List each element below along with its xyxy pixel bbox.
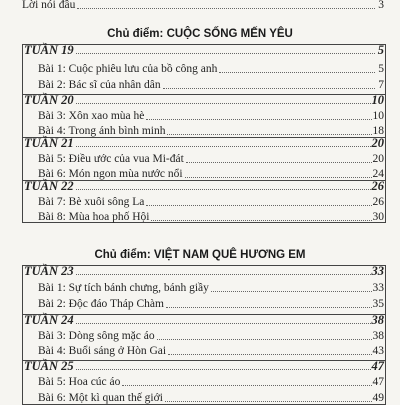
week-row — [22, 262, 384, 278]
week-row — [22, 41, 384, 57]
lesson-page: 26 — [372, 196, 384, 208]
week-page: 38 — [371, 313, 384, 327]
lesson-label: Bài 4: Buổi sáng ở Hòn Gai — [38, 345, 167, 357]
lesson-label: Bài 4: Trong ánh bình minh — [38, 125, 166, 137]
lesson-label: Bài 8: Mùa hoa phố Hội — [38, 211, 150, 223]
topic-prefix: Chủ điểm: — [94, 249, 151, 261]
topic-prefix: Chủ điểm: — [107, 28, 164, 40]
dot-leader — [163, 88, 375, 89]
week-label: TUẦN 19 — [24, 43, 74, 57]
week-label: TUẦN 25 — [24, 359, 74, 373]
week-page: 47 — [371, 359, 384, 373]
dot-leader — [76, 323, 371, 324]
lesson-page: 30 — [372, 211, 384, 223]
week-page: 10 — [371, 93, 384, 107]
week-label: TUẦN 23 — [24, 264, 74, 278]
topic-title: VIỆT NAM QUÊ HƯƠNG EM — [153, 249, 306, 261]
dot-leader — [157, 339, 372, 340]
lesson-page: 33 — [372, 282, 384, 294]
dot-leader — [166, 307, 372, 308]
lesson-label: Bài 3: Xôn xao mùa hè — [38, 110, 145, 122]
lesson-row — [22, 76, 384, 92]
dot-leader — [146, 205, 371, 206]
lesson-row — [22, 327, 384, 343]
week-page: 20 — [371, 136, 384, 150]
topic-title: CUỘC SỐNG MẾN YÊU — [166, 28, 293, 40]
week-label: TUẦN 20 — [24, 93, 74, 107]
lesson-label: Bài 3: Dòng sông mặc áo — [38, 330, 155, 342]
lesson-label: Bài 2: Bác sĩ của nhân dân — [38, 79, 161, 91]
week-row — [22, 177, 384, 193]
dot-leader — [76, 146, 371, 147]
lesson-label: Bài 1: Cuộc phiêu lưu của bồ công anh — [38, 63, 218, 75]
dot-leader — [76, 189, 371, 190]
dot-leader — [186, 162, 372, 163]
lesson-row — [22, 279, 384, 295]
week-row — [22, 311, 384, 327]
week-row — [22, 91, 384, 107]
lesson-label: Bài 2: Độc đáo Tháp Chàm — [38, 298, 164, 310]
lesson-row — [22, 342, 384, 358]
preface-row — [22, 0, 384, 12]
week-label: TUẦN 21 — [24, 136, 74, 150]
topic-heading-1 — [0, 28, 400, 40]
lesson-page: 38 — [372, 330, 384, 342]
lesson-page: 24 — [372, 168, 384, 180]
lesson-page: 20 — [372, 153, 384, 165]
lesson-page: 10 — [372, 110, 384, 122]
dot-leader — [76, 53, 375, 54]
lesson-page: 7 — [378, 79, 384, 91]
lesson-row — [22, 208, 384, 224]
lesson-row — [22, 107, 384, 123]
topic-heading-2 — [0, 249, 400, 261]
dot-leader — [76, 274, 371, 275]
lesson-label: Bài 6: Món ngon mùa nước nổi — [38, 168, 183, 180]
lesson-row — [22, 60, 384, 76]
dot-leader — [146, 119, 371, 120]
week-row — [22, 357, 384, 373]
lesson-page: 49 — [372, 392, 384, 404]
dot-leader — [122, 385, 371, 386]
lesson-label: Bài 7: Bè xuôi sông La — [38, 196, 145, 208]
dot-leader — [76, 103, 371, 104]
lesson-label: Bài 6: Một kì quan thế giới — [38, 392, 163, 404]
lesson-page: 18 — [372, 125, 384, 137]
preface-page: 3 — [378, 0, 384, 11]
preface-label: Lời nói đầu — [22, 0, 76, 11]
lesson-page: 35 — [372, 298, 384, 310]
lesson-label: Bài 1: Sự tích bánh chưng, bánh giầy — [38, 282, 209, 294]
dot-leader — [219, 72, 375, 73]
week-page: 33 — [371, 264, 384, 278]
dot-leader — [168, 354, 371, 355]
lesson-row — [22, 373, 384, 389]
lesson-row — [22, 389, 384, 405]
lesson-row — [22, 150, 384, 166]
lesson-row — [22, 295, 384, 311]
dot-leader — [165, 401, 372, 402]
week-page: 5 — [377, 43, 384, 57]
lesson-page: 47 — [372, 376, 384, 388]
lesson-page: 43 — [372, 345, 384, 357]
lesson-page: 5 — [378, 63, 384, 75]
week-label: TUẦN 22 — [24, 179, 74, 193]
dot-leader — [151, 220, 371, 221]
week-page: 26 — [371, 179, 384, 193]
lesson-row — [22, 193, 384, 209]
lesson-label: Bài 5: Hoa cúc áo — [38, 376, 121, 388]
week-label: TUẦN 24 — [24, 313, 74, 327]
dot-leader — [211, 291, 372, 292]
dot-leader — [76, 369, 371, 370]
week-row — [22, 134, 384, 150]
lesson-label: Bài 5: Điều ước của vua Mi-đát — [38, 153, 184, 165]
dot-leader — [77, 8, 375, 9]
